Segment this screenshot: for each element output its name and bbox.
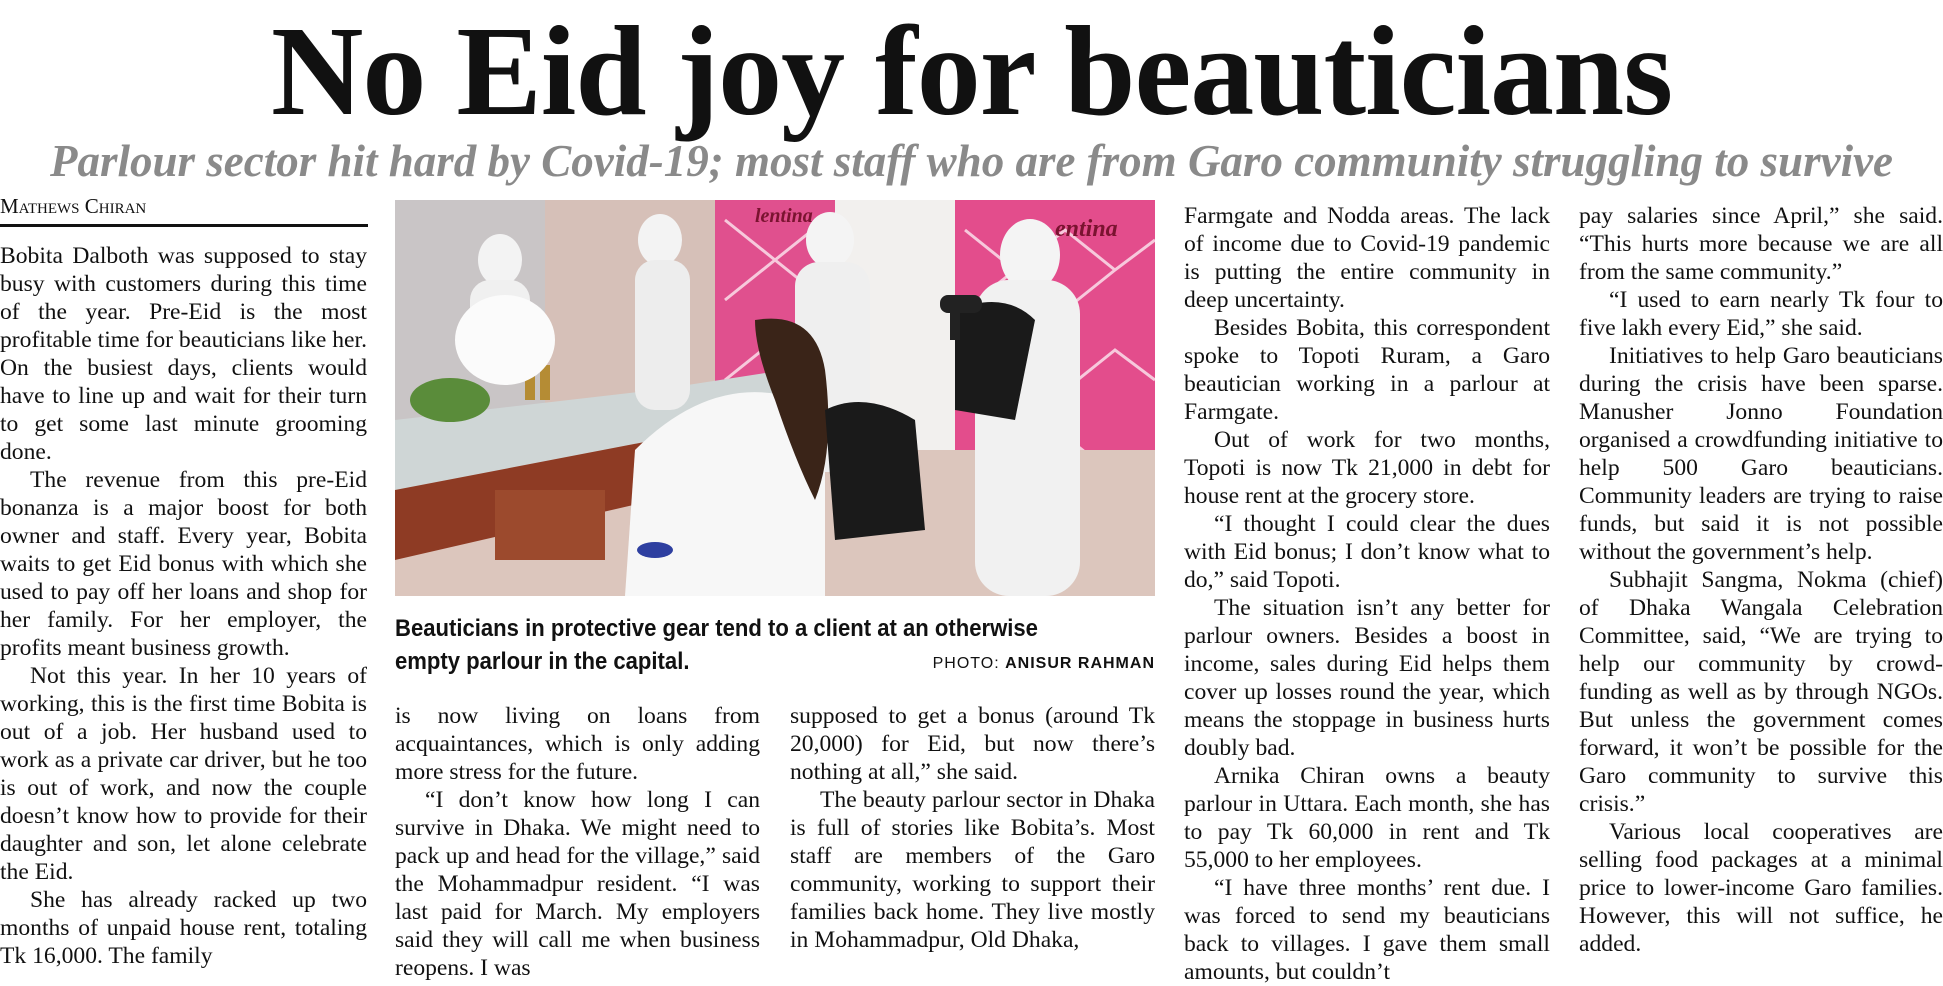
sign-text-left: lentina <box>755 205 813 227</box>
paragraph: Farmgate and Nodda areas. The lack of income due to Covid-19 pandemic is putting the entire community in deep uncertainty. <box>1184 203 1550 313</box>
byline: Mathews Chiran <box>0 193 368 227</box>
paragraph: Not this year. In her 10 years of working, this is the first time Bobita is out of a job. Her husband used to work as a private car driver, but he too is out of work, and now the couple doesn’t know how to provide for their daughter and son, let alone celebrate the Eid. <box>0 663 367 885</box>
paragraph: Bobita Dalboth was supposed to stay busy with customers during this time of the year. Pre-Eid is the most profitable time for beauticians like her. On the busiest days, clients would have to line up and wait for their turn to get some last minute grooming done. <box>0 243 367 465</box>
article-column-3 <box>790 702 1155 954</box>
subheadline: Parlour sector hit hard by Covid-19; most staff who are from Garo community struggling to survive <box>49 136 1894 186</box>
paragraph: Arnika Chiran owns a beauty parlour in Uttara. Each month, she has to pay Tk 60,000 in rent and Tk 55,000 to her employees. <box>1184 763 1550 873</box>
paragraph: Out of work for two months, Topoti is now Tk 21,000 in debt for house rent at the grocery store. <box>1184 427 1550 509</box>
paragraph: The revenue from this pre-Eid bonanza is a major boost for both owner and staff. Every year, Bobita waits to get Eid bonus with which she used to pay off her loans and shop for her family. For her employer, the profits meant business growth. <box>0 467 367 661</box>
paragraph: “I don’t know how long I can survive in Dhaka. We might need to pack up and head for the village,” said the Mohammadpur resident. “I was last paid for March. My employers said they will call me when business reopens. I was <box>395 787 760 981</box>
paragraph: She has already racked up two months of unpaid house rent, totaling Tk 16,000. The family <box>0 887 367 969</box>
paragraph: “I have three months’ rent due. I was forced to send my beauticians back to villages. I gave them small amounts, but couldn’t <box>1184 875 1550 985</box>
photo-credit-prefix: PHOTO: <box>932 655 1006 672</box>
photo-credit <box>910 655 1155 673</box>
paragraph: The situation isn’t any better for parlour owners. Besides a boost in income, sales during Eid helps them cover up losses round the year, which means the stoppage in business hurts doubly bad. <box>1184 595 1550 761</box>
paragraph: “I used to earn nearly Tk four to five lakh every Eid,” she said. <box>1579 287 1943 341</box>
photo-caption: Beauticians in protective gear tend to a client at an otherwise empty parlour in the capital. <box>395 615 1038 675</box>
paragraph: The beauty parlour sector in Dhaka is full of stories like Bobita’s. Most staff are members of the Garo community, working to support their families back home. They live mostly in Mohammadpur, Old Dhaka, <box>790 787 1155 953</box>
paragraph: supposed to get a bonus (around Tk 20,000) for Eid, but now there’s nothing at all,” she said. <box>790 703 1155 785</box>
article-column-4 <box>1184 202 1550 986</box>
article-column-5 <box>1579 202 1943 958</box>
headline: No Eid joy for beauticians <box>270 0 1673 142</box>
paragraph: “I thought I could clear the dues with Eid bonus; I don’t know what to do,” said Topoti. <box>1184 511 1550 593</box>
photo-credit-name: ANISUR RAHMAN <box>1005 655 1155 672</box>
news-photo <box>395 200 1155 596</box>
paragraph: Subhajit Sangma, Nokma (chief) of Dhaka Wangala Celebration Committee, said, “We are trying to help our community by crowd-funding as well as by through NGOs. But unless the government comes forward, it won’t be possible for the Garo community to survive this crisis.” <box>1579 567 1943 817</box>
article-column-1 <box>0 242 367 970</box>
paragraph: is now living on loans from acquaintances, which is only adding more stress for the future. <box>395 703 760 785</box>
sign-text-right: entina <box>1055 216 1118 242</box>
paragraph: Besides Bobita, this correspondent spoke to Topoti Ruram, a Garo beautician working in a parlour at Farmgate. <box>1184 315 1550 425</box>
paragraph: Various local cooperatives are selling food packages at a minimal price to lower-income Garo families. However, this will not suffice, he added. <box>1579 819 1943 957</box>
paragraph: pay salaries since April,” she said. “This hurts more because we are all from the same community.” <box>1579 203 1943 285</box>
article-column-2 <box>395 702 760 982</box>
paragraph: Initiatives to help Garo beauticians during the crisis have been sparse. Manusher Jonno Foundation organised a crowdfunding initiative to help 500 Garo beauticians. Community leaders are trying to raise funds, but said it is not possible without the government’s help. <box>1579 343 1943 565</box>
